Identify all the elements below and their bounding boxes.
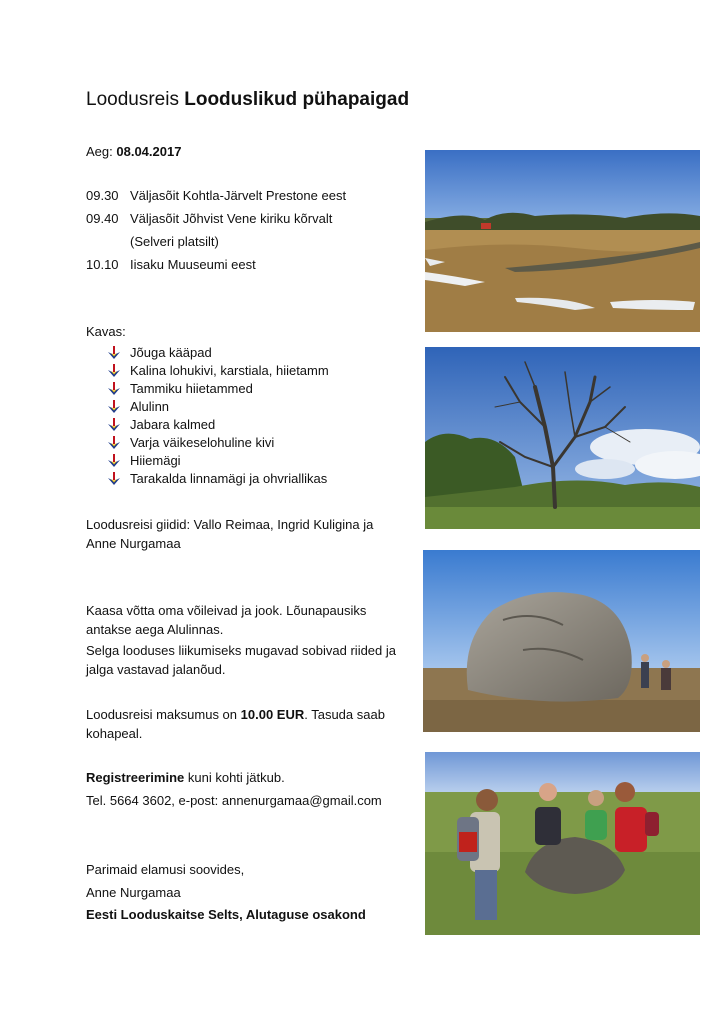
price-amount: 10.00 EUR <box>240 707 305 722</box>
title-name: Looduslikud pühapaigad <box>184 89 410 110</box>
contact-line: Tel. 5664 3602, e-post: annenurgamaa@gmail.com <box>86 793 382 808</box>
schedule-text: Väljasõit Kohtla-Järvelt Prestone eest <box>130 188 347 203</box>
schedule-row <box>86 211 332 227</box>
schedule-row <box>86 257 256 273</box>
page-title <box>86 88 409 112</box>
bring-line: antakse aega Alulinnas. <box>86 622 224 637</box>
date-line <box>86 144 181 160</box>
photo-group-at-stone <box>425 752 700 935</box>
photo-meadow-river <box>425 150 700 332</box>
arrow-bullet-icon <box>108 418 120 432</box>
program-item: Jõuga kääpad <box>130 345 212 360</box>
registration-rest: kuni kohti jätkub. <box>184 770 285 785</box>
price-suffix: . Tasuda saab <box>304 707 385 722</box>
price-line: kohapeal. <box>86 726 143 741</box>
arrow-bullet-icon <box>108 436 120 450</box>
program-item: Jabara kalmed <box>130 417 216 432</box>
program-item: Varja väikeselohuline kivi <box>130 435 275 450</box>
photo-large-boulder <box>423 550 700 732</box>
program-item: Kalina lohukivi, karstiala, hiietamm <box>130 363 329 378</box>
schedule-time: 09.40 <box>86 211 119 226</box>
closing-org: Eesti Looduskaitse Selts, Alutaguse osakond <box>86 907 366 922</box>
date-value: 08.04.2017 <box>116 144 182 159</box>
price-line <box>86 707 385 723</box>
closing-greeting: Parimaid elamusi soovides, <box>86 862 245 877</box>
schedule-text: Iisaku Muuseumi eest <box>130 257 256 272</box>
guides-line: Anne Nurgamaa <box>86 536 181 551</box>
schedule-row <box>86 188 346 204</box>
schedule-text: Väljasõit Jõhvist Vene kiriku kõrvalt <box>130 211 333 226</box>
bring-line: jalga vastavad jalanõud. <box>86 662 226 677</box>
schedule-text: (Selveri platsilt) <box>130 234 219 249</box>
bring-line: Kaasa võtta oma võileivad ja jook. Lõunapausiks <box>86 603 367 618</box>
arrow-bullet-icon <box>108 382 120 396</box>
program-item: Tammiku hiietammed <box>130 381 253 396</box>
program-label: Kavas: <box>86 324 126 339</box>
program-item: Alulinn <box>130 399 170 414</box>
title-prefix: Loodusreis <box>86 89 179 110</box>
arrow-bullet-icon <box>108 364 120 378</box>
registration-bold: Registreerimine <box>86 770 185 785</box>
program-item: Tarakalda linnamägi ja ohvriallikas <box>130 471 328 486</box>
arrow-bullet-icon <box>108 454 120 468</box>
registration-line <box>86 770 285 786</box>
bring-line: Selga looduses liikumiseks mugavad sobivad riided ja <box>86 643 397 658</box>
arrow-bullet-icon <box>108 400 120 414</box>
closing-name: Anne Nurgamaa <box>86 885 181 900</box>
arrow-bullet-icon <box>108 472 120 486</box>
arrow-bullet-icon <box>108 346 120 360</box>
date-label: Aeg: <box>86 144 113 159</box>
guides-line: Loodusreisi giidid: Vallo Reimaa, Ingrid Kuligina ja <box>86 517 374 532</box>
program-item: Hiiemägi <box>130 453 181 468</box>
schedule-time: 09.30 <box>86 188 119 203</box>
photo-bare-tree <box>425 347 700 529</box>
price-prefix: Loodusreisi maksumus on <box>86 707 241 722</box>
schedule-time: 10.10 <box>86 257 119 272</box>
schedule-row <box>86 234 219 250</box>
